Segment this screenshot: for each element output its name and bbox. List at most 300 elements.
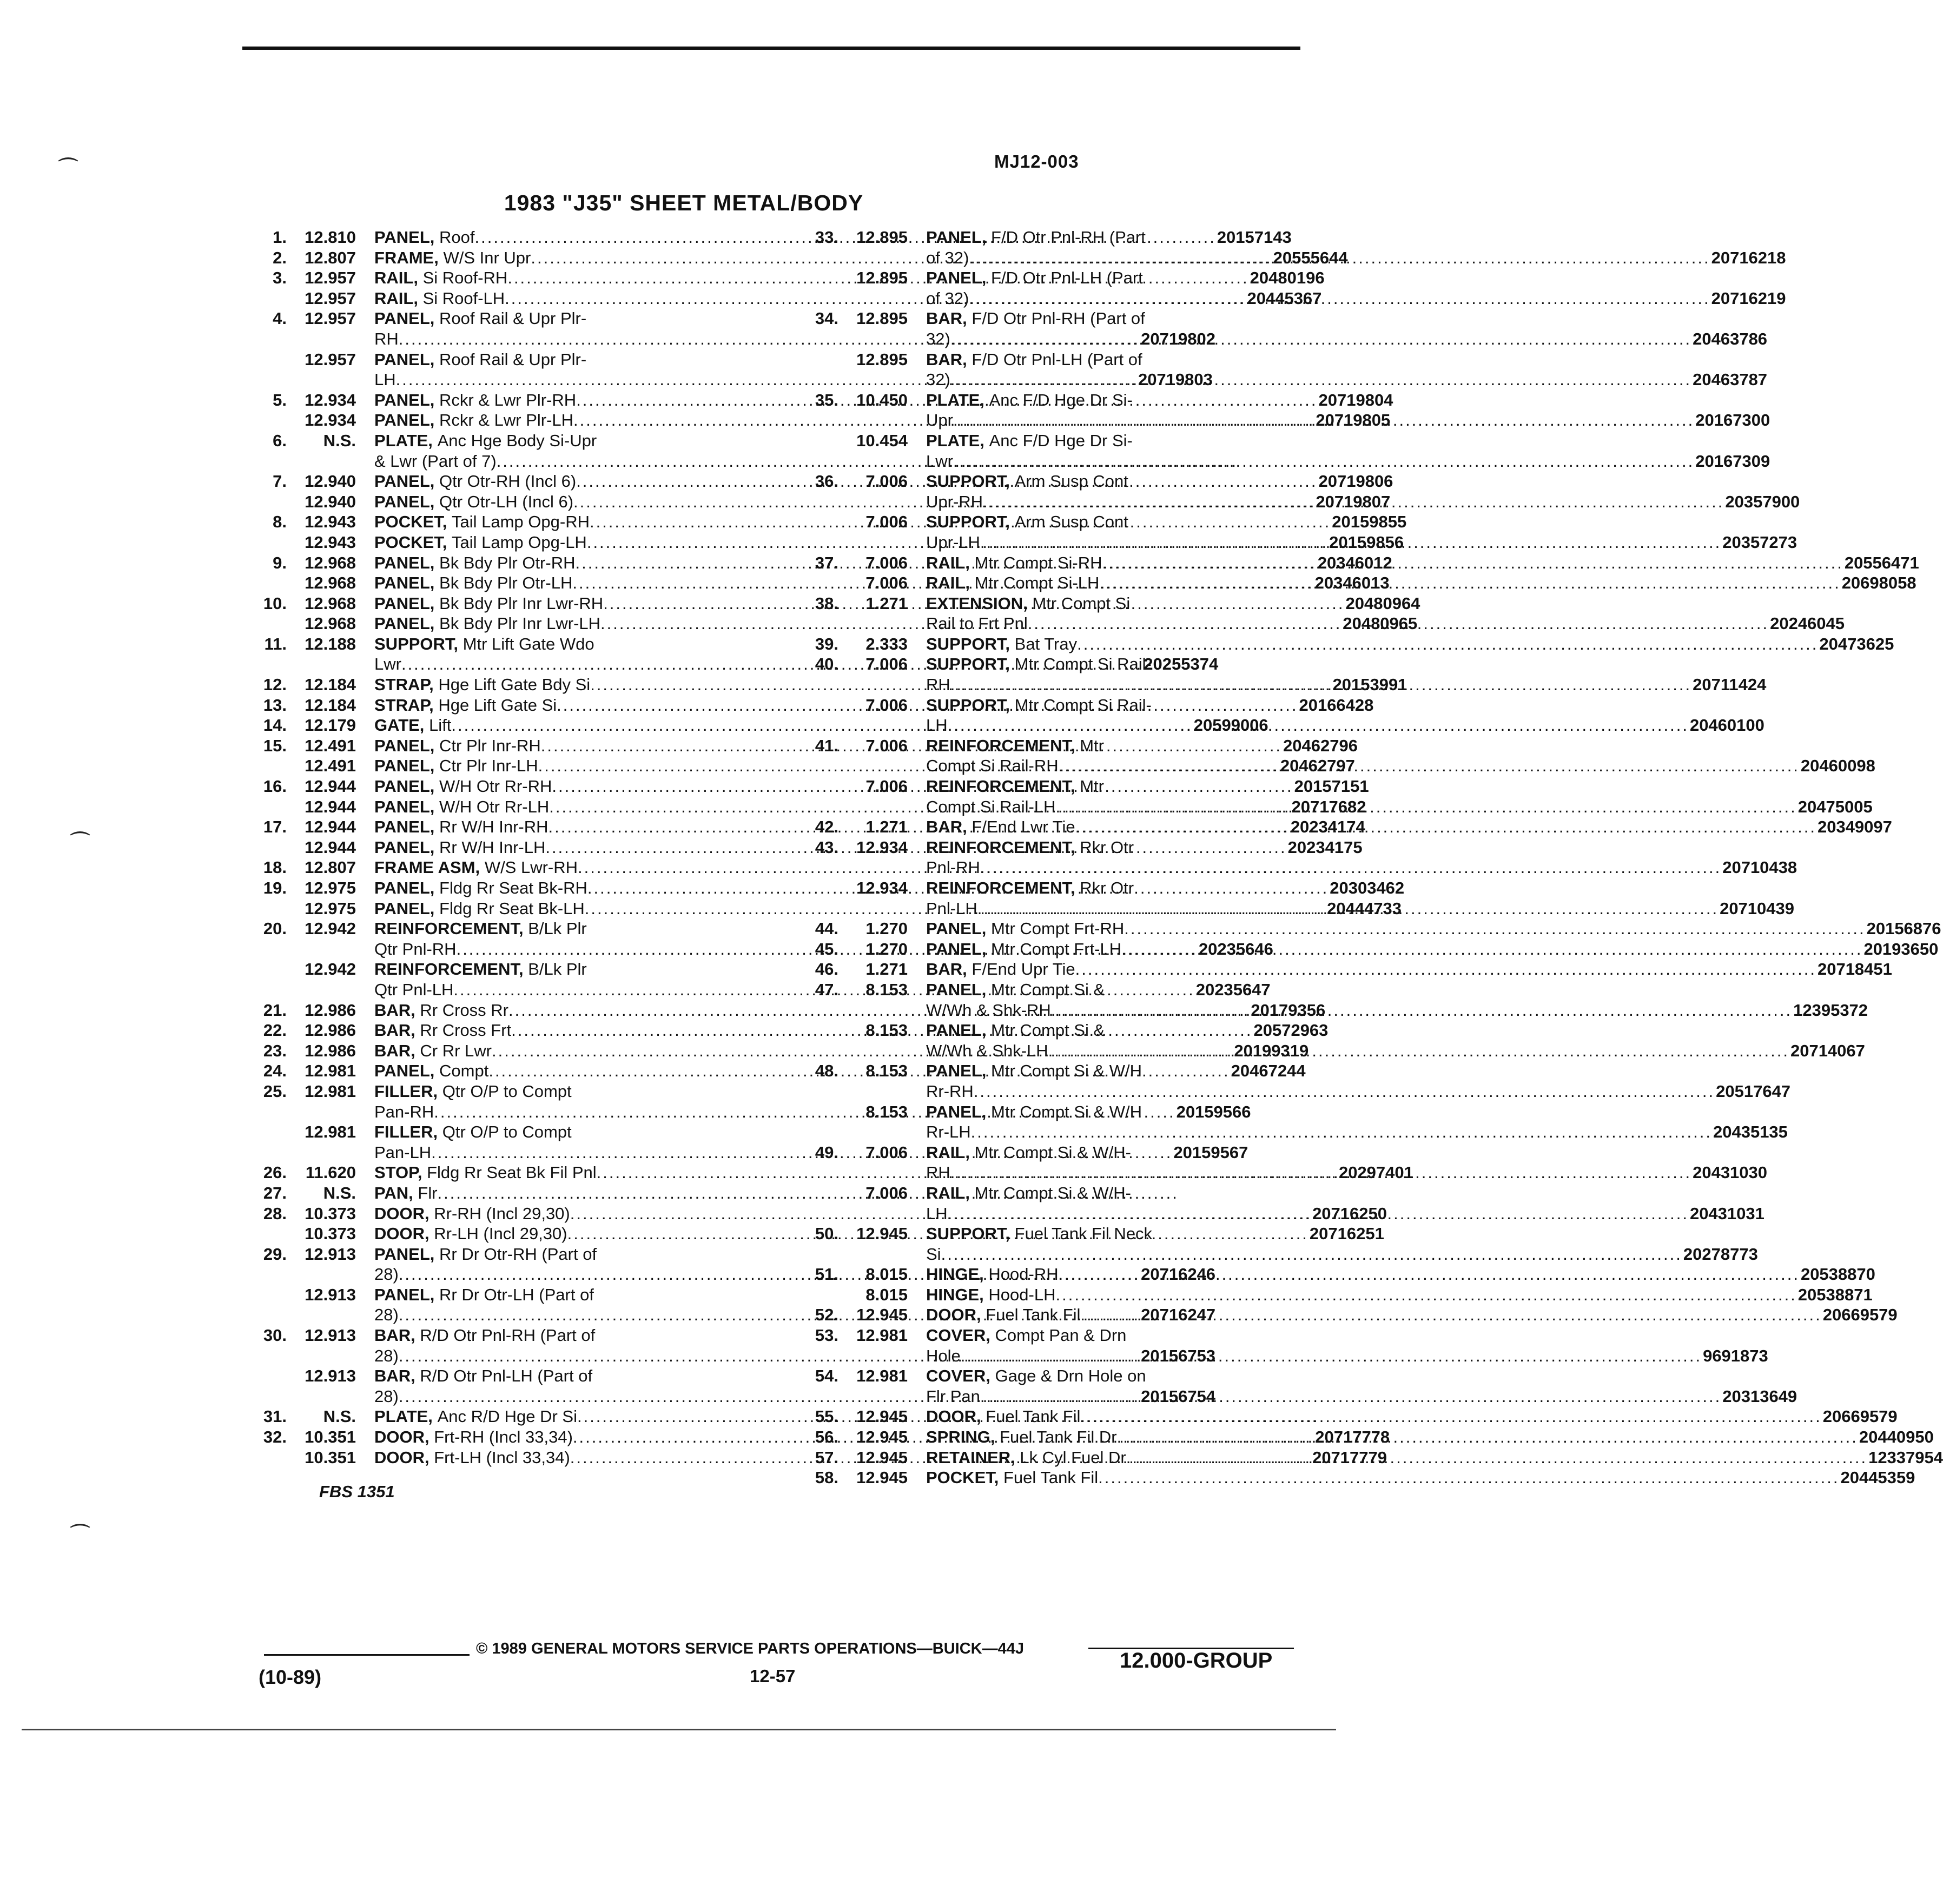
- group-code: 12.934: [856, 837, 908, 857]
- description-line: [926, 959, 1892, 980]
- description-line: [926, 227, 1786, 248]
- item-number: 34.: [815, 309, 838, 328]
- description-line: [926, 451, 1770, 472]
- part-noun: REINFORCEMENT,: [926, 878, 1075, 897]
- part-noun: PANEL,: [926, 1021, 987, 1040]
- part-description: [926, 431, 1770, 471]
- description-line: [926, 1244, 1758, 1265]
- part-noun: PANEL,: [374, 309, 435, 328]
- page-title: 1983 "J35" SHEET METAL/BODY: [504, 190, 864, 215]
- group-code: 12.934: [305, 390, 356, 409]
- part-modifier: F/End Lwr Tie: [972, 817, 1075, 837]
- part-modifier: Rr-LH (Incl 29,30): [434, 1224, 567, 1244]
- part-noun: PANEL,: [926, 1061, 987, 1081]
- footer-rule-left: [264, 1654, 470, 1656]
- part-noun: PLATE,: [374, 431, 433, 450]
- part-noun: PANEL,: [374, 228, 435, 247]
- part-modifier-cont: RH: [926, 1163, 950, 1182]
- description-line: [926, 369, 1767, 390]
- part-number: 20159856: [1329, 532, 1404, 552]
- part-description: [926, 654, 1766, 695]
- item-number: 22.: [263, 1021, 287, 1040]
- part-noun: SUPPORT,: [926, 654, 1010, 674]
- group-code: 12.807: [305, 248, 356, 267]
- item-number: 23.: [263, 1041, 287, 1060]
- part-number: 20480965: [1343, 614, 1418, 633]
- part-modifier-cont: LH: [374, 370, 396, 389]
- part-noun: PANEL,: [374, 1285, 435, 1304]
- group-code: 12.945: [856, 1447, 908, 1467]
- part-modifier-cont: 32): [926, 329, 950, 348]
- part-modifier: Bk Bdy Plr Inr Lwr-RH: [439, 593, 604, 613]
- part-noun: PLATE,: [926, 431, 984, 450]
- part-noun: BAR,: [926, 309, 967, 328]
- item-number: 53.: [815, 1326, 838, 1345]
- part-modifier: Mtr Compt Si &: [991, 980, 1105, 999]
- parts-list-entry: [790, 1264, 1875, 1285]
- part-number: 20719807: [1316, 492, 1391, 511]
- group-code: 12.934: [856, 878, 908, 897]
- part-noun: BAR,: [374, 1366, 415, 1386]
- part-modifier-cont: 28): [374, 1305, 399, 1325]
- leader-dots: [1051, 1000, 1792, 1021]
- part-number: 20167309: [1695, 451, 1770, 471]
- item-number: 38.: [815, 593, 838, 613]
- part-description: [926, 1264, 1875, 1285]
- part-number: 20235646: [1198, 939, 1273, 958]
- item-number: 46.: [815, 960, 838, 979]
- part-number: 20698058: [1841, 573, 1916, 593]
- parts-list-entry: [790, 431, 1770, 471]
- part-number: 20199319: [1234, 1041, 1309, 1060]
- part-modifier-cont: RH: [926, 675, 950, 695]
- item-number: 37.: [815, 553, 838, 572]
- part-number: 20156876: [1866, 919, 1941, 938]
- group-code: 7.006: [865, 654, 908, 674]
- group-code: 12.945: [856, 1224, 908, 1244]
- group-code: 12.944: [305, 837, 356, 857]
- group-code: 7.006: [865, 1142, 908, 1162]
- part-description: [926, 1183, 1764, 1224]
- part-description: [926, 837, 1797, 878]
- group-code: 7.006: [865, 1183, 908, 1202]
- part-number: 20159566: [1176, 1102, 1251, 1121]
- part-number: 20669579: [1822, 1407, 1898, 1426]
- part-noun: SUPPORT,: [926, 695, 1010, 715]
- part-number: 20156753: [1141, 1346, 1216, 1365]
- description-line: [926, 1467, 1915, 1488]
- part-number: 20346012: [1317, 553, 1392, 572]
- part-number: 20716246: [1141, 1265, 1216, 1284]
- part-noun: RAIL,: [926, 573, 970, 593]
- part-modifier: Anc Hge Body Si-Upr: [437, 431, 597, 450]
- part-description: [926, 1224, 1758, 1264]
- part-modifier: Rr Dr Otr-RH (Part of: [439, 1244, 597, 1264]
- part-noun: REINFORCEMENT,: [926, 837, 1075, 857]
- group-code: 1.271: [865, 817, 908, 837]
- parts-list-entry: [238, 857, 779, 878]
- group-code: 12.957: [305, 349, 356, 369]
- leader-dots: [1077, 634, 1818, 654]
- leader-dots: [950, 369, 1691, 390]
- item-number: 5.: [273, 390, 287, 409]
- group-code: 12.957: [305, 309, 356, 328]
- item-number: 9.: [273, 553, 287, 572]
- part-modifier: Qtr O/P to Compt: [442, 1122, 572, 1142]
- description-line: [926, 1325, 1768, 1346]
- description-line: [926, 1305, 1898, 1325]
- item-number: 12.: [263, 675, 287, 695]
- part-modifier: Anc F/D Hge Dr Si-: [989, 431, 1133, 450]
- part-number: 20357900: [1725, 492, 1800, 511]
- part-modifier-cont: Lwr: [374, 654, 401, 674]
- part-number: 20473625: [1819, 634, 1894, 653]
- part-modifier-cont: W/Wh & Shk-RH: [926, 1000, 1051, 1020]
- description-line: [926, 573, 1916, 593]
- item-number: 43.: [815, 837, 838, 857]
- part-description: [926, 1427, 1934, 1447]
- part-modifier: Arm Susp Cont: [1014, 472, 1128, 491]
- part-number: 20313649: [1722, 1386, 1797, 1406]
- description-line: [926, 1346, 1768, 1366]
- part-noun: POCKET,: [926, 1468, 999, 1488]
- group-code: 12.940: [305, 472, 356, 491]
- part-noun: PANEL,: [374, 777, 435, 796]
- part-noun: HINGE,: [926, 1285, 984, 1304]
- leader-dots: [969, 288, 1710, 309]
- part-number: 20718451: [1817, 960, 1892, 979]
- part-number: 20193650: [1863, 939, 1939, 958]
- part-modifier-cont: Compt Si Rail-LH: [926, 797, 1056, 816]
- item-number: 26.: [263, 1163, 287, 1182]
- part-noun: DOOR,: [374, 1447, 429, 1467]
- group-code: 8.153: [865, 980, 908, 999]
- part-noun: BAR,: [926, 817, 967, 837]
- leader-dots: [1117, 1427, 1858, 1447]
- description-line: [926, 329, 1767, 349]
- group-code: 12.942: [305, 960, 356, 979]
- leader-dots: [1126, 1447, 1867, 1468]
- item-number: 28.: [263, 1204, 287, 1223]
- part-noun: POCKET,: [374, 512, 447, 532]
- part-modifier: W/S Inr Upr: [443, 248, 531, 267]
- group-code: 1.270: [865, 939, 908, 958]
- group-code: 12.945: [856, 1468, 908, 1488]
- item-number: 3.: [273, 268, 287, 288]
- description-line: [926, 837, 1797, 858]
- group-code: 12.986: [305, 1000, 356, 1020]
- footer-copyright: © 1989 GENERAL MOTORS SERVICE PARTS OPERATIONS—BUICK—44J: [476, 1640, 1024, 1657]
- item-number: 17.: [263, 817, 287, 837]
- part-modifier-cont: 28): [374, 1265, 399, 1284]
- leader-dots: [1059, 1264, 1800, 1285]
- leader-dots: [971, 1122, 1712, 1142]
- group-code: N.S.: [323, 1183, 356, 1202]
- description-line: [926, 431, 1770, 451]
- group-code: 12.945: [856, 1407, 908, 1426]
- parts-list-entry: [790, 349, 1768, 390]
- description-line: [926, 1041, 1865, 1061]
- group-code: 12.934: [305, 411, 356, 430]
- leader-dots: [950, 1162, 1691, 1183]
- item-number: 2.: [273, 248, 287, 267]
- group-code: 12.940: [305, 492, 356, 511]
- part-number: 20719804: [1318, 390, 1393, 409]
- part-noun: PANEL,: [374, 573, 435, 593]
- part-modifier-cont: RH: [374, 329, 399, 348]
- part-modifier: Fuel Tank Fil: [1003, 1468, 1099, 1488]
- part-number: 20572963: [1253, 1021, 1329, 1040]
- group-code: 12.807: [305, 858, 356, 877]
- part-modifier: Bk Bdy Plr Otr-RH: [439, 553, 576, 572]
- leader-dots: [961, 1346, 1702, 1366]
- part-number: 12337954: [1868, 1447, 1943, 1467]
- part-modifier: Mtr Compt Frt-RH: [991, 919, 1125, 938]
- part-modifier-cont: 32): [926, 370, 950, 389]
- part-modifier-cont: Upr-RH: [926, 492, 983, 511]
- part-noun: PANEL,: [374, 349, 435, 369]
- leader-dots: [950, 329, 1691, 349]
- part-noun: PANEL,: [374, 492, 435, 511]
- part-noun: PANEL,: [926, 268, 987, 288]
- part-description: [926, 1102, 1788, 1142]
- description-line: [926, 797, 1873, 817]
- part-modifier: Fuel Tank Fil Neck: [1014, 1224, 1153, 1244]
- part-number: 20462796: [1283, 736, 1358, 755]
- part-description: [926, 553, 1919, 573]
- part-modifier: R/D Otr Pnl-RH (Part of: [420, 1326, 596, 1345]
- description-line: [926, 634, 1894, 654]
- part-noun: RETAINER,: [926, 1447, 1015, 1467]
- item-number: 10.: [263, 593, 287, 613]
- description-line: [926, 1447, 1943, 1468]
- group-code: 10.373: [305, 1204, 356, 1223]
- part-modifier: Mtr: [1080, 736, 1104, 755]
- description-line: [926, 512, 1797, 532]
- part-modifier: Lift: [429, 716, 452, 735]
- leader-dots: [977, 898, 1719, 919]
- parts-list-entry: [790, 939, 1939, 960]
- part-modifier: Gage & Drn Hole on: [995, 1366, 1146, 1386]
- leader-dots: [950, 675, 1691, 695]
- part-number: 9691873: [1703, 1346, 1768, 1365]
- item-number: 55.: [815, 1407, 838, 1426]
- part-modifier: Fuel Tank Fil Dr: [1000, 1427, 1117, 1447]
- description-line: [926, 736, 1875, 756]
- part-modifier: Anc R/D Hge Dr Si: [437, 1407, 577, 1426]
- part-modifier: Mtr Compt Si-RH: [974, 553, 1102, 572]
- part-description: [926, 959, 1892, 980]
- group-code: 10.454: [856, 431, 908, 450]
- part-number: 20716250: [1312, 1204, 1387, 1223]
- part-modifier: Ctr Plr Inr-RH: [439, 736, 541, 755]
- part-number: 20463787: [1693, 370, 1768, 389]
- part-modifier: Mtr Compt Si-LH: [974, 573, 1100, 593]
- description-line: [926, 492, 1800, 512]
- part-modifier: Qtr Otr-LH (Incl 6): [439, 492, 574, 511]
- part-modifier-cont: LH: [926, 716, 948, 735]
- part-modifier: Arm Susp Cont: [1014, 512, 1128, 532]
- part-modifier-cont: Si: [926, 1244, 941, 1264]
- part-modifier: Bk Bdy Plr Otr-LH: [439, 573, 573, 593]
- part-modifier: B/Lk Plr: [528, 960, 587, 979]
- group-code: 12.179: [305, 716, 356, 735]
- part-noun: PANEL,: [374, 614, 435, 633]
- part-noun: REINFORCEMENT,: [926, 736, 1075, 755]
- part-description: [926, 1285, 1873, 1305]
- part-noun: PANEL,: [926, 1102, 987, 1121]
- group-code: 1.271: [865, 960, 908, 979]
- part-modifier: Fldg Rr Seat Bk-RH: [439, 878, 587, 897]
- part-noun: PANEL,: [374, 1244, 435, 1264]
- part-noun: REINFORCEMENT,: [926, 777, 1075, 796]
- item-number: 7.: [273, 472, 287, 491]
- part-modifier: Rr Dr Otr-LH (Part of: [439, 1285, 594, 1304]
- part-noun: COVER,: [926, 1366, 990, 1386]
- part-modifier: Lk Cyl Fuel Dr: [1020, 1447, 1126, 1467]
- part-noun: RAIL,: [926, 553, 970, 572]
- description-line: [926, 1162, 1767, 1183]
- leader-dots: [1028, 613, 1769, 634]
- part-description: [926, 1142, 1767, 1183]
- document-code: MJ12-003: [994, 151, 1079, 171]
- part-noun: RAIL,: [926, 1142, 970, 1162]
- part-noun: BAR,: [374, 1000, 415, 1020]
- part-modifier: Si Roof-RH: [422, 268, 508, 288]
- item-number: 19.: [263, 878, 287, 897]
- part-description: [926, 512, 1797, 552]
- item-number: 29.: [263, 1244, 287, 1264]
- parts-list-entry: [790, 959, 1892, 980]
- description-line: [926, 553, 1919, 573]
- item-number: 32.: [263, 1427, 287, 1447]
- parts-list-entry: [790, 1467, 1915, 1488]
- parts-list-entry: [790, 1061, 1791, 1101]
- group-code: 12.184: [305, 695, 356, 715]
- part-number: 20156754: [1141, 1386, 1216, 1406]
- part-description: [926, 1061, 1790, 1101]
- part-noun: PANEL,: [374, 390, 435, 409]
- description-line: [926, 980, 1868, 1000]
- leader-dots: [980, 532, 1721, 553]
- description-line: [926, 857, 1797, 878]
- item-number: 14.: [263, 716, 287, 735]
- part-noun: FRAME,: [374, 248, 439, 267]
- part-noun: PANEL,: [374, 898, 435, 918]
- part-modifier-cont: 28): [374, 1386, 399, 1406]
- part-modifier-cont: Upr: [926, 411, 953, 430]
- part-description: [926, 227, 1786, 268]
- part-description: [926, 1406, 1898, 1427]
- group-code: 12.184: [305, 675, 356, 695]
- part-noun: RAIL,: [374, 288, 418, 308]
- part-modifier-cont: Rr-RH: [926, 1081, 974, 1101]
- description-line: [926, 1366, 1797, 1386]
- group-code: 12.491: [305, 736, 356, 755]
- part-number: 20719805: [1316, 411, 1391, 430]
- part-modifier: Roof: [439, 228, 475, 247]
- part-number: 20480964: [1345, 593, 1420, 613]
- group-code: N.S.: [323, 431, 356, 450]
- group-code: 12.188: [305, 634, 356, 653]
- part-noun: BAR,: [926, 349, 967, 369]
- binder-mark: ⌒: [58, 156, 78, 178]
- part-noun: DOOR,: [374, 1224, 429, 1244]
- part-modifier-cont: Lwr: [926, 451, 953, 471]
- part-number: 20179356: [1251, 1000, 1326, 1020]
- part-modifier-cont: Qtr Pnl-RH: [374, 939, 457, 958]
- parts-list-entry: [790, 1305, 1898, 1325]
- part-modifier-cont: Pnl-LH: [926, 898, 977, 918]
- parts-list-entry: [790, 268, 1786, 308]
- description-line: [926, 532, 1797, 553]
- part-modifier-cont: W/Wh & Shk-LH: [926, 1041, 1048, 1060]
- item-number: 57.: [815, 1447, 838, 1467]
- description-line: [926, 268, 1786, 288]
- part-noun: PANEL,: [374, 411, 435, 430]
- part-modifier: Si Roof-LH: [422, 288, 505, 308]
- description-line: [926, 1264, 1875, 1285]
- group-code: 12.968: [305, 573, 356, 593]
- part-number: 20346013: [1314, 573, 1390, 593]
- part-description: [926, 1305, 1898, 1325]
- description-line: [926, 1081, 1790, 1102]
- description-line: [926, 613, 1845, 634]
- item-number: 39.: [815, 634, 838, 653]
- part-modifier: Tail Lamp Opg-LH: [451, 532, 587, 552]
- description-line: [926, 1204, 1764, 1224]
- part-modifier: Ctr Plr Inr-LH: [439, 756, 538, 776]
- item-number: 1.: [273, 228, 287, 247]
- part-noun: SUPPORT,: [374, 634, 459, 653]
- description-line: [926, 918, 1941, 939]
- description-line: [926, 1285, 1873, 1305]
- part-noun: GATE,: [374, 716, 425, 735]
- description-line: [926, 308, 1767, 329]
- part-modifier: Rckr & Lwr Plr-RH: [439, 390, 577, 409]
- part-modifier: Mtr Compt Si Rail-: [1014, 654, 1152, 674]
- part-number: 20234174: [1290, 817, 1365, 837]
- group-code: N.S.: [323, 1407, 356, 1426]
- leader-dots: [1121, 939, 1862, 960]
- part-noun: SUPPORT,: [926, 634, 1010, 653]
- part-number: 20159567: [1173, 1142, 1248, 1162]
- leader-dots: [983, 492, 1724, 512]
- item-number: 45.: [815, 939, 838, 958]
- part-modifier-cont: Qtr Pnl-LH: [374, 980, 454, 999]
- part-modifier: Frt-LH (Incl 33,34): [434, 1447, 570, 1467]
- part-number: 20445359: [1840, 1468, 1915, 1488]
- part-number: 20357273: [1722, 532, 1797, 552]
- part-number: 20480196: [1250, 268, 1325, 288]
- part-description: [926, 1366, 1797, 1406]
- part-number: 20538871: [1797, 1285, 1873, 1304]
- leader-dots: [969, 248, 1710, 268]
- part-description: [926, 349, 1767, 390]
- part-number: 12395372: [1793, 1000, 1868, 1020]
- item-number: 36.: [815, 472, 838, 491]
- part-modifier: Bk Bdy Plr Inr Lwr-LH: [439, 614, 601, 633]
- part-number: 20297401: [1338, 1163, 1413, 1182]
- part-number: 20719802: [1141, 329, 1216, 348]
- description-line: [926, 817, 1892, 837]
- part-noun: FILLER,: [374, 1122, 438, 1142]
- part-number: 20716247: [1141, 1305, 1216, 1325]
- part-noun: SUPPORT,: [926, 512, 1010, 532]
- leader-dots: [1055, 797, 1796, 817]
- part-noun: PANEL,: [926, 939, 987, 958]
- part-modifier: Hge Lift Gate Bdy Si: [438, 675, 591, 695]
